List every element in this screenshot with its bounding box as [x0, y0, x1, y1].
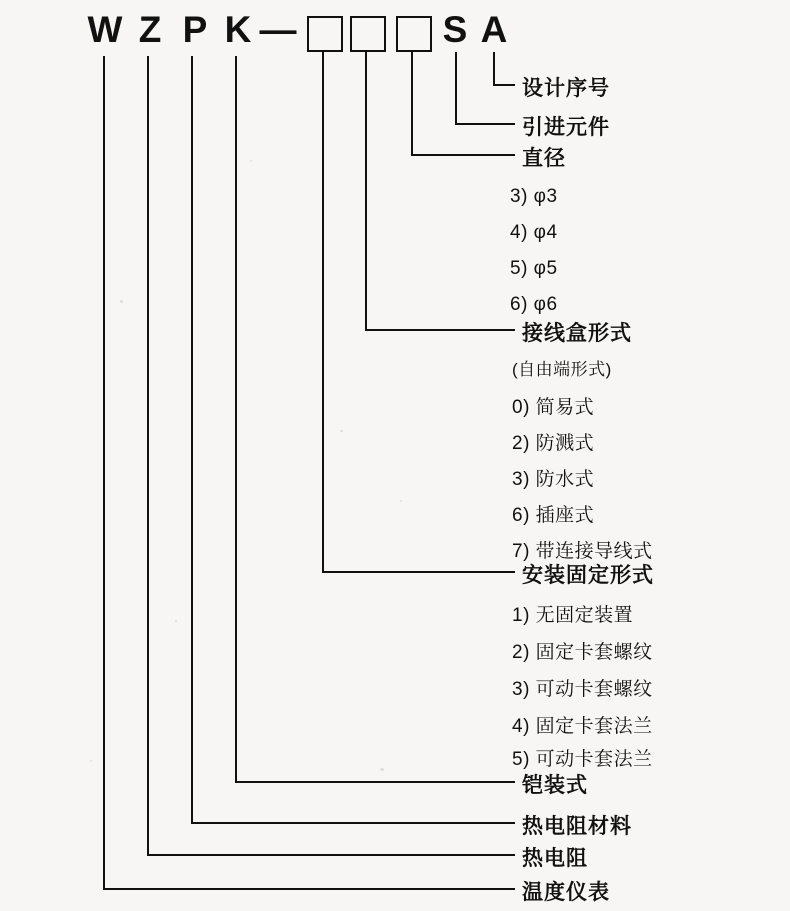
junction-box-note: (自由端形式)	[512, 360, 612, 379]
paper-speckle	[90, 760, 92, 762]
label-junction-box: 接线盒形式	[522, 322, 632, 345]
diameter-option-4: 4) φ4	[510, 222, 558, 243]
paper-speckle	[250, 160, 252, 162]
mounting-option-3: 3) 可动卡套螺纹	[512, 679, 653, 700]
code-box-1	[307, 16, 343, 52]
label-rtd: 热电阻	[522, 847, 588, 870]
junction-box-option-2: 2) 防溅式	[512, 433, 595, 454]
leader-vline-rtd-material	[191, 56, 193, 824]
junction-box-option-3: 3) 防水式	[512, 469, 595, 490]
leader-hline-mounting	[322, 571, 515, 573]
diameter-option-3: 3) φ3	[510, 186, 558, 207]
code-char-p: P	[182, 9, 208, 50]
junction-box-option-7: 7) 带连接导线式	[512, 541, 653, 562]
leader-vline-imported-part	[455, 52, 457, 125]
leader-hline-diameter	[411, 154, 515, 156]
mounting-option-2: 2) 固定卡套螺纹	[512, 642, 653, 663]
code-box-2	[350, 16, 386, 52]
label-instrument: 温度仪表	[522, 881, 610, 904]
paper-speckle	[400, 500, 402, 502]
leader-hline-armored	[235, 781, 515, 783]
paper-speckle	[120, 300, 123, 303]
leader-vline-armored	[235, 56, 237, 783]
diameter-option-6: 6) φ6	[510, 294, 558, 315]
mounting-option-4: 4) 固定卡套法兰	[512, 716, 653, 737]
paper-speckle	[175, 620, 177, 622]
label-armored: 铠装式	[522, 774, 588, 797]
leader-vline-instrument	[103, 56, 105, 890]
junction-box-option-0: 0) 简易式	[512, 397, 595, 418]
leader-vline-junction-box	[365, 50, 367, 331]
leader-hline-junction-box	[365, 329, 515, 331]
label-rtd-material: 热电阻材料	[522, 815, 632, 838]
paper-speckle	[340, 430, 343, 432]
code-box-3	[396, 16, 432, 52]
leader-vline-design-serial	[493, 52, 495, 86]
label-imported-part: 引进元件	[522, 116, 610, 139]
diameter-option-5: 5) φ5	[510, 258, 558, 279]
code-char-s: S	[442, 9, 468, 50]
leader-hline-design-serial	[493, 84, 515, 86]
code-char-dash: —	[259, 9, 297, 50]
leader-vline-rtd	[147, 56, 149, 856]
mounting-option-5: 5) 可动卡套法兰	[512, 749, 653, 770]
leader-vline-mounting	[322, 50, 324, 573]
leader-hline-imported-part	[455, 123, 515, 125]
junction-box-option-6: 6) 插座式	[512, 505, 595, 526]
label-mounting: 安装固定形式	[522, 564, 654, 587]
mounting-option-1: 1) 无固定装置	[512, 605, 634, 626]
label-design-serial: 设计序号	[522, 77, 610, 100]
leader-hline-instrument	[103, 888, 515, 890]
code-char-a: A	[480, 9, 508, 50]
code-char-z: Z	[138, 9, 162, 50]
leader-hline-rtd-material	[191, 822, 515, 824]
label-diameter: 直径	[522, 147, 566, 170]
code-char-w: W	[87, 9, 123, 50]
paper-speckle	[380, 768, 384, 771]
code-char-k: K	[224, 9, 252, 50]
leader-hline-rtd	[147, 854, 515, 856]
leader-vline-diameter	[411, 50, 413, 156]
